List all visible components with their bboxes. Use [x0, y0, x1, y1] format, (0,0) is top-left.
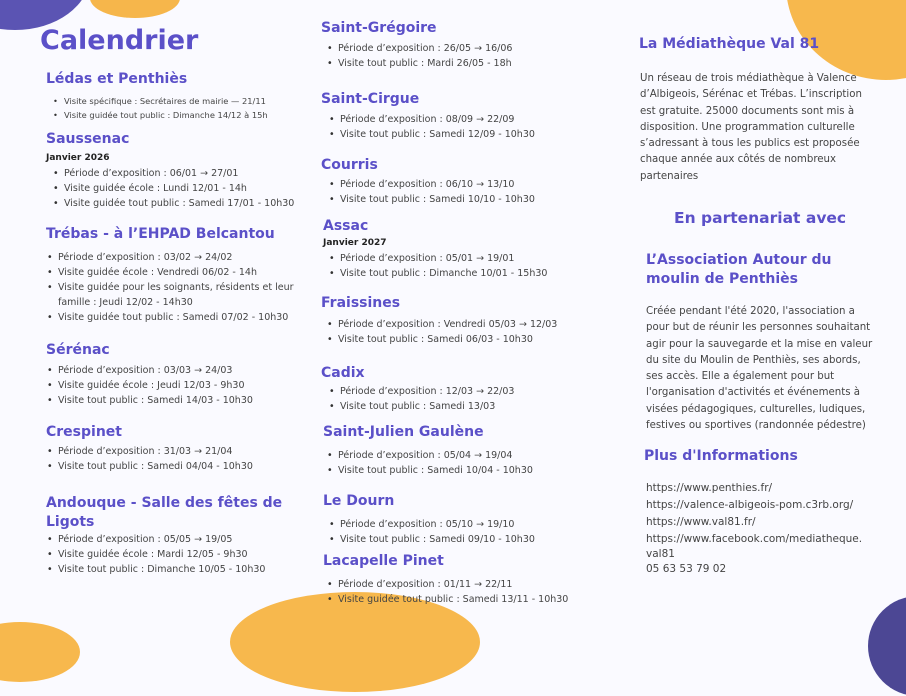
link-val81[interactable]: https://www.val81.fr/ — [646, 516, 756, 528]
list-item: • Période d’exposition : 31/03 → 21/04 — [46, 444, 296, 459]
list-item: • Visite tout public : Samedi 10/10 - 10h30 — [328, 192, 608, 207]
list-item: • Visite tout public : Samedi 13/03 — [328, 399, 608, 414]
list-item: • Période d’exposition : 05/10 → 19/10 — [328, 517, 608, 532]
mediatheque-description: Un réseau de trois médiathèque à Valence d’Albigeois, Sérénac et Trébas. L’inscription est gratuite. 25000 documents sont mis à disposition. Une programmation culturelle s’adressant à tous les publics est proposée chaque année aux côtés de nombreux partenaires — [640, 73, 862, 182]
phone-number: 05 63 53 79 02 — [646, 563, 727, 575]
list-item: • Période d’exposition : 05/04 → 19/04 — [326, 448, 606, 463]
info-heading: Plus d'Informations — [644, 448, 798, 464]
association-description: Créée pendant l'été 2020, l'association a pour but de réunir les personnes souhaitant agir pour la sauvegarde et la mise en valeur du site du Moulin de Penthiès, ses abords, ses accès. Elle a également pour but l'organisation d'activités et événements à visées pédagogiques, culturelles, ludiques, festives ou sportives (randonnée pédestre) — [646, 306, 873, 432]
list-item: • Période d’exposition : 01/11 → 22/11 — [326, 577, 616, 592]
link-valence[interactable]: https://valence-albigeois-pom.c3rb.org/ — [646, 499, 854, 511]
list-item: • Visite guidée école : Vendredi 06/02 - 14h — [46, 265, 296, 280]
event-list — [46, 532, 296, 577]
list-item: • Visite guidée pour les soignants, résidents et leur famille : Jeudi 12/02 - 14h30 — [46, 280, 296, 310]
section-heading: Lédas et Penthiès — [46, 71, 188, 87]
link-penthies[interactable]: https://www.penthies.fr/ — [646, 482, 773, 494]
list-item: • Période d’exposition : 03/02 → 24/02 — [46, 250, 296, 265]
event-list — [46, 250, 296, 325]
event-list — [326, 577, 616, 607]
list-item: • Période d’exposition : 12/03 → 22/03 — [328, 384, 608, 399]
section-heading: Lacapelle Pinet — [323, 553, 444, 569]
list-item: • Visite tout public : Samedi 14/03 - 10h30 — [46, 393, 296, 408]
list-item: • Visite guidée école : Mardi 12/05 - 9h30 — [46, 547, 296, 562]
section-heading: Courris — [321, 157, 378, 173]
list-item: • Période d’exposition : 26/05 → 16/06 — [326, 41, 606, 56]
association-heading: L’Association Autour du moulin de Penthiès — [646, 252, 832, 287]
list-item: • Visite tout public : Samedi 06/03 - 10h30 — [326, 332, 616, 347]
event-list — [46, 444, 296, 474]
list-item: • Visite tout public : Samedi 09/10 - 10h30 — [328, 532, 608, 547]
list-item: • Visite guidée école : Jeudi 12/03 - 9h30 — [46, 378, 296, 393]
list-item: • Visite spécifique : Secrétaires de mairie — 21/11 — [52, 94, 302, 108]
list-item: • Visite guidée tout public : Samedi 17/01 - 10h30 — [52, 196, 302, 211]
list-item: • Période d’exposition : 06/01 → 27/01 — [52, 166, 302, 181]
event-list — [52, 94, 302, 122]
decor-circle-top-left-orange — [90, 0, 180, 18]
section-heading: Andouque - Salle des fêtes de Ligots — [46, 495, 283, 530]
decor-circle-bottom-right — [868, 596, 906, 696]
event-list — [328, 384, 608, 414]
section-heading: Saussenac — [46, 131, 130, 147]
section-subheading: Janvier 2026 — [46, 153, 110, 163]
list-item: • Visite tout public : Mardi 26/05 - 18h — [326, 56, 606, 71]
list-item: • Visite guidée tout public : Dimanche 14/12 à 15h — [52, 108, 302, 122]
decor-circle-bottom-left — [0, 622, 80, 682]
section-heading: Trébas - à l’EHPAD Belcantou — [46, 226, 275, 242]
event-list — [328, 112, 608, 142]
list-item: • Visite tout public : Samedi 10/04 - 10h30 — [326, 463, 606, 478]
section-heading: Saint-Cirgue — [321, 91, 420, 107]
event-list — [326, 317, 616, 347]
event-list — [326, 41, 606, 71]
event-list — [52, 166, 302, 211]
section-heading: Sérénac — [46, 342, 110, 358]
event-list — [328, 517, 608, 547]
list-item: • Visite guidée école : Lundi 12/01 - 14h — [52, 181, 302, 196]
list-item: • Visite tout public : Samedi 12/09 - 10h30 — [328, 127, 608, 142]
section-heading: Cadix — [321, 365, 365, 381]
list-item: • Période d’exposition : Vendredi 05/03 → 12/03 — [326, 317, 616, 332]
list-item: • Visite tout public : Dimanche 10/05 - 10h30 — [46, 562, 296, 577]
section-heading: Saint-Julien Gaulène — [323, 424, 484, 440]
event-list — [328, 177, 608, 207]
event-list — [326, 448, 606, 478]
event-list — [328, 251, 608, 281]
list-item: • Période d’exposition : 06/10 → 13/10 — [328, 177, 608, 192]
list-item: • Période d’exposition : 03/03 → 24/03 — [46, 363, 296, 378]
section-heading: Crespinet — [46, 424, 122, 440]
section-subheading: Janvier 2027 — [323, 238, 387, 248]
partner-heading: En partenariat avec — [674, 209, 847, 227]
list-item: • Période d’exposition : 05/01 → 19/01 — [328, 251, 608, 266]
list-item: • Visite guidée tout public : Samedi 13/11 - 10h30 — [326, 592, 616, 607]
event-list — [46, 363, 296, 408]
list-item: • Visite guidée tout public : Samedi 07/02 - 10h30 — [46, 310, 296, 325]
list-item: • Période d’exposition : 05/05 → 19/05 — [46, 532, 296, 547]
list-item: • Période d’exposition : 08/09 → 22/09 — [328, 112, 608, 127]
page-title: Calendrier — [40, 25, 199, 56]
section-heading: Le Dourn — [323, 493, 395, 509]
mediatheque-heading: La Médiathèque Val 81 — [639, 36, 820, 52]
list-item: • Visite tout public : Dimanche 10/01 - 15h30 — [328, 266, 608, 281]
section-heading: Assac — [323, 218, 369, 234]
list-item: • Visite tout public : Samedi 04/04 - 10h30 — [46, 459, 296, 474]
link-facebook-continued[interactable]: val81 — [646, 548, 675, 560]
section-heading: Fraissines — [321, 295, 401, 311]
info-links — [646, 480, 896, 578]
decor-circle-bottom-middle — [230, 592, 480, 692]
link-facebook[interactable]: https://www.facebook.com/mediatheque. — [646, 533, 863, 545]
section-heading: Saint-Grégoire — [321, 20, 437, 36]
